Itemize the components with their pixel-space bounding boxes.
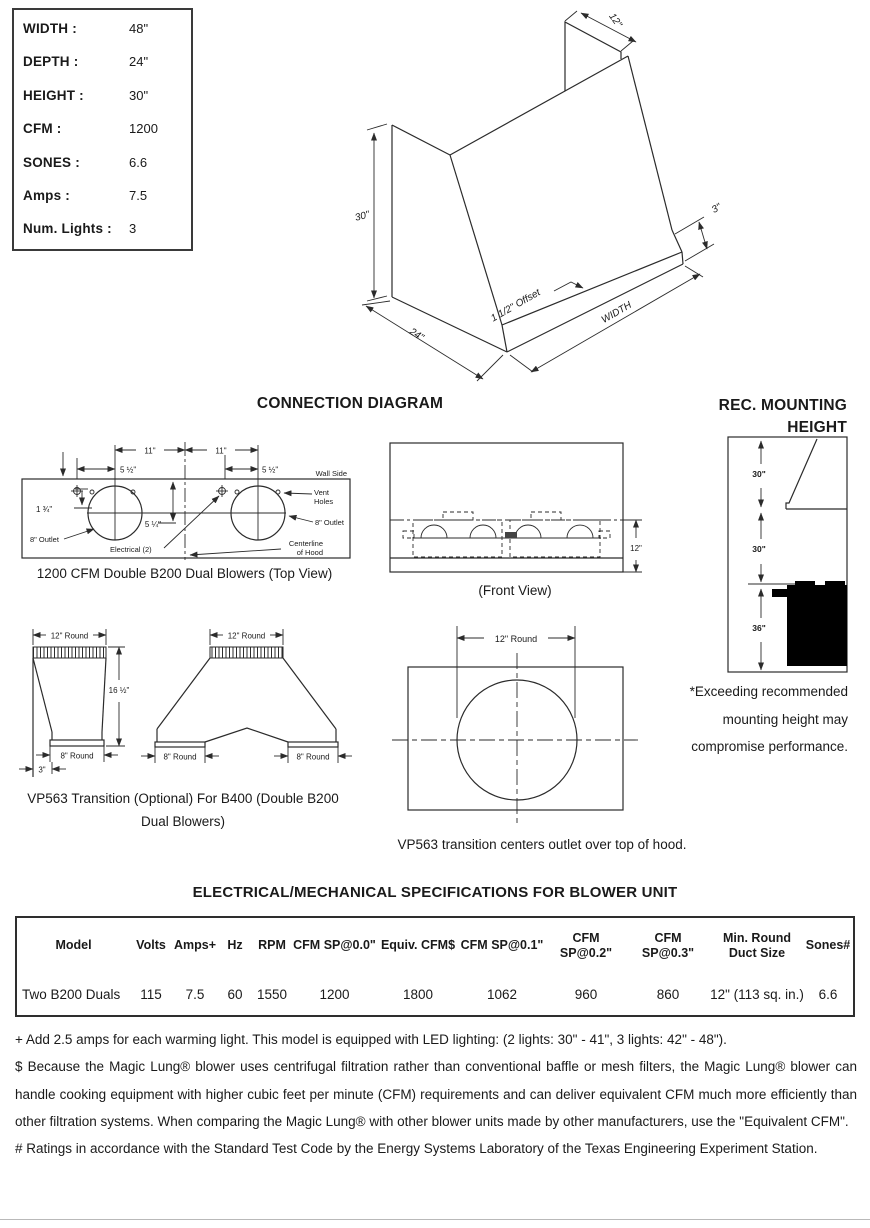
val-hz: 60 xyxy=(227,986,243,1002)
iso-width-dim: WIDTH xyxy=(599,299,634,326)
bottom-divider xyxy=(0,1219,870,1220)
front-view-caption: (Front View) xyxy=(478,583,552,598)
dim-12-round-b: 12" Round xyxy=(227,631,266,641)
spec-label: Num. Lights : xyxy=(23,221,112,237)
spec-value: 24" xyxy=(129,54,149,70)
col-cfm-03: CFM SP@0.3" xyxy=(641,930,695,960)
mounting-dimensions xyxy=(752,441,766,670)
col-model: Model xyxy=(55,938,92,952)
dim-12-round: 12" Round xyxy=(494,634,538,644)
iso-dimensions xyxy=(354,11,724,381)
val-cfm-03: 860 xyxy=(656,986,680,1002)
blower-spec-table xyxy=(15,916,855,1017)
centerline-label-1: Centerline xyxy=(288,539,323,548)
spec-label: DEPTH : xyxy=(23,54,79,70)
outlet-dimension xyxy=(457,634,575,644)
spec-label: WIDTH : xyxy=(23,21,77,36)
mounting-note: *Exceeding recommended mounting height may compromise performance. xyxy=(689,684,848,754)
val-cfm-00: 1200 xyxy=(319,986,350,1002)
connection-diagram-heading: CONNECTION DIAGRAM xyxy=(256,395,444,412)
spec-value: 6.6 xyxy=(129,154,148,170)
transition-caption-line1: VP563 Transition (Optional) For B400 (Double B200 xyxy=(27,791,339,806)
col-rpm: RPM xyxy=(258,938,286,952)
spec-table-data-row xyxy=(17,973,853,1015)
mounting-height-diagram xyxy=(713,432,858,677)
hood-outline xyxy=(392,22,683,352)
dim-16-5: 16 ½" xyxy=(108,686,130,695)
outlet-right-label: 8" Outlet xyxy=(315,518,344,527)
dim-5h-b: 5 ½" xyxy=(262,465,279,475)
double-transition xyxy=(141,629,352,763)
val-model: Two B200 Duals xyxy=(22,986,121,1002)
top-view-dimensions xyxy=(36,447,278,530)
col-cfm-01: CFM SP@0.1" xyxy=(460,938,544,952)
val-duct: 12" (113 sq. in.) xyxy=(710,986,804,1002)
dim-30-mid: 30" xyxy=(752,544,766,554)
electrical-label: Electrical (2) xyxy=(110,545,152,554)
transition-caption xyxy=(2,788,364,833)
spec-row-width xyxy=(23,21,191,54)
iso-depth-dim: 24" xyxy=(407,326,426,344)
dim-1-34: 1 ¾" xyxy=(36,505,53,514)
blower-front-view-diagram xyxy=(385,438,650,578)
vent-holes-label-1: Vent xyxy=(314,488,330,497)
dim-5h-a: 5 ½" xyxy=(120,465,137,475)
footnote-ratings: # Ratings in accordance with the Standard Test Code by the Energy Systems Laboratory of the Texas Engineering Experiment Station. xyxy=(15,1141,818,1157)
wall-side-label: Wall Side xyxy=(315,469,347,478)
spec-row-cfm xyxy=(23,121,191,154)
col-cfm-00: CFM SP@0.0" xyxy=(293,938,376,952)
dim-12: 12" xyxy=(630,544,642,553)
outlet-centering-diagram xyxy=(390,622,650,834)
val-rpm: 1550 xyxy=(256,986,288,1002)
isometric-hood-drawing xyxy=(335,0,740,382)
dim-12-round-a: 12" Round xyxy=(50,631,89,641)
spec-row-sones xyxy=(23,155,191,188)
range-silhouette xyxy=(772,581,847,666)
dim-8-round-c: 8" Round xyxy=(296,752,330,762)
col-hz: Hz xyxy=(227,938,243,952)
val-cfm-01: 1062 xyxy=(486,986,518,1002)
rec-mounting-line2: HEIGHT xyxy=(787,419,847,436)
dim-3: 3" xyxy=(38,765,46,775)
spec-value: 30" xyxy=(129,87,149,103)
col-cfm-02: CFM SP@0.2" xyxy=(559,930,613,960)
dim-30-top: 30" xyxy=(752,469,766,479)
front-view-dimension xyxy=(623,520,642,572)
vent-holes-label-2: Holes xyxy=(314,497,334,506)
blower-top-view-diagram xyxy=(12,438,357,565)
val-cfm-02: 960 xyxy=(574,986,598,1002)
spec-row-amps xyxy=(23,188,191,221)
val-volts: 115 xyxy=(140,986,162,1002)
rec-mounting-line1: REC. MOUNTING xyxy=(718,397,847,414)
spec-value: 1200 xyxy=(129,121,158,137)
electrical-spec-heading: ELECTRICAL/MECHANICAL SPECIFICATIONS FOR BLOWER UNIT xyxy=(192,884,678,901)
val-equiv: 1800 xyxy=(402,986,434,1002)
col-volts: Volts xyxy=(136,938,166,952)
footnote-equivalent-cfm: $ Because the Magic Lung® blower uses centrifugal filtration rather than conventional baffle or mesh filters, the Magic Lung® blower can handle cooking equipment with higher cubic feet per minute (CFM) requirements and can deliver equivalent CFM much more efficiently than other filtration systems. When comparing the Magic Lung® with other blower units made by other manufacturers, use the "Equivalent CFM". xyxy=(15,1059,857,1129)
spec-label: HEIGHT : xyxy=(23,87,84,103)
spec-label: Amps : xyxy=(23,187,70,203)
footnotes xyxy=(15,1026,857,1162)
centerline-label-2: of Hood xyxy=(296,548,323,557)
outlet-caption: VP563 transition centers outlet over top of hood. xyxy=(397,837,687,852)
col-duct: Min. Round Duct Size xyxy=(722,930,792,960)
dim-8-round-a: 8" Round xyxy=(60,751,94,761)
col-sones: Sones# xyxy=(805,938,851,952)
spec-table-header-row xyxy=(17,918,853,973)
spec-value: 7.5 xyxy=(129,187,148,203)
col-amps: Amps+ xyxy=(173,938,217,952)
spec-row-height xyxy=(23,88,191,121)
val-sones: 6.6 xyxy=(818,986,838,1002)
spec-row-lights xyxy=(23,221,191,254)
iso-duct-dim: 12" xyxy=(606,11,624,30)
spec-value: 3 xyxy=(129,221,137,237)
spec-value: 48" xyxy=(129,21,149,36)
outlet-left-label: 8" Outlet xyxy=(30,535,59,544)
single-transition xyxy=(19,629,129,777)
iso-lip-dim: 3" xyxy=(710,201,724,216)
transition-caption-line2: Dual Blowers) xyxy=(140,813,226,829)
center-fitting xyxy=(505,532,517,538)
iso-offset-label: 1 1/2" Offset xyxy=(489,287,543,325)
dim-11b: 11" xyxy=(215,446,227,456)
spec-label: SONES : xyxy=(23,154,80,170)
hood-profile xyxy=(748,439,847,584)
spec-summary-box xyxy=(12,8,193,251)
top-view-caption: 1200 CFM Double B200 Dual Blowers (Top View) xyxy=(36,566,333,581)
footnote-lighting: + Add 2.5 amps for each warming light. This model is equipped with LED lighting: (2 lights: 30" - 41", 3 lights: 42" - 48"). xyxy=(15,1032,727,1047)
dim-8-round-b: 8" Round xyxy=(163,752,197,762)
col-equiv: Equiv. CFM$ xyxy=(380,938,456,952)
dim-36-bottom: 36" xyxy=(752,623,766,633)
iso-height-dim: 30" xyxy=(353,209,371,224)
vp563-transition-diagram xyxy=(8,622,363,782)
spec-label: CFM : xyxy=(23,121,62,137)
dim-5-14: 5 ¼" xyxy=(144,520,161,529)
dim-11a: 11" xyxy=(144,446,156,456)
val-amps: 7.5 xyxy=(185,986,205,1002)
spec-row-depth xyxy=(23,54,191,87)
